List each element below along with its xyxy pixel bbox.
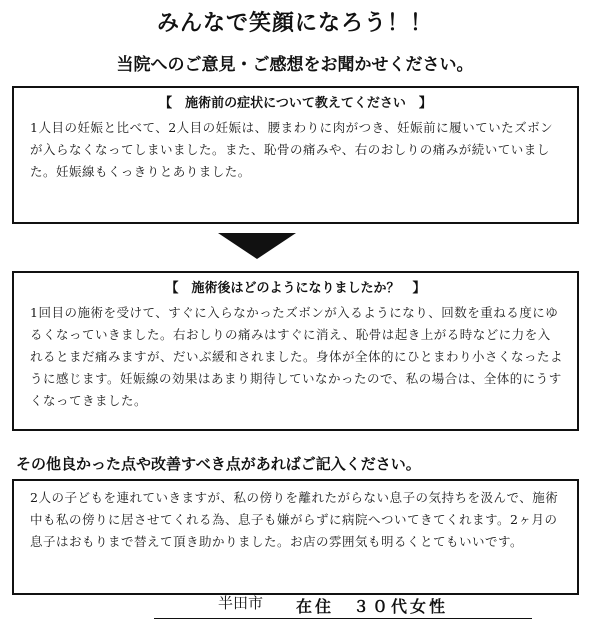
before-treatment-heading: 【 施術前の症状について教えてください 】 bbox=[159, 96, 432, 111]
footer-demographic: 在住 ３０代女性 bbox=[296, 597, 449, 616]
other-comments-text: 2人の子どもを連れていきますが、私の傍りを離れたがらない息子の気持ちを汲んで、施術中も私の傍りに居させてくれる為、息子も嫌がらずに病院へついてきてくれます。2ヶ月の息子はおもりまで替えて頂き助かりました。お店の雰囲気も明るくとてもいいです。 bbox=[30, 490, 559, 549]
page-subtitle: 当院へのご意見・ご感想をお聞かせください。 bbox=[116, 55, 474, 75]
page-title: みんなで笑顔になろう！！ bbox=[156, 11, 433, 36]
footer-underline bbox=[154, 618, 532, 619]
other-comments-heading: その他良かった点や改善すべき点があればご記入ください。 bbox=[16, 455, 421, 473]
before-treatment-text: 1人目の妊娠と比べて、2人目の妊娠は、腰まわりに肉がつき、妊娠前に履いていたズボンが入らなくなってしまいました。また、恥骨の痛みや、右のおしりの痛みが続いていました。妊娠線もくっきりとありました。 bbox=[30, 120, 554, 179]
before-treatment-box bbox=[12, 86, 579, 224]
after-treatment-heading: 【 施術後はどのようになりましたか？ 】 bbox=[165, 281, 426, 296]
after-treatment-box bbox=[12, 271, 579, 431]
after-treatment-text: 1回目の施術を受けて、すぐに入らなかったズボンが入るようになり、回数を重ねる度にゆるくなっていきました。右おしりの痛みはすぐに消え、恥骨は起き上がる時などに力を入れるとまだ痛みますが、だいぶ緩和されました。身体が全体的にひとまわり小さくなったように感じます。妊娠線の効果はあまり期待していなかったので、私の場合は、全体的にうすくなってきました。 bbox=[30, 305, 564, 408]
footer-city: 半田市 bbox=[218, 594, 264, 612]
other-comments-box bbox=[12, 479, 579, 595]
down-arrow-icon bbox=[218, 233, 296, 259]
